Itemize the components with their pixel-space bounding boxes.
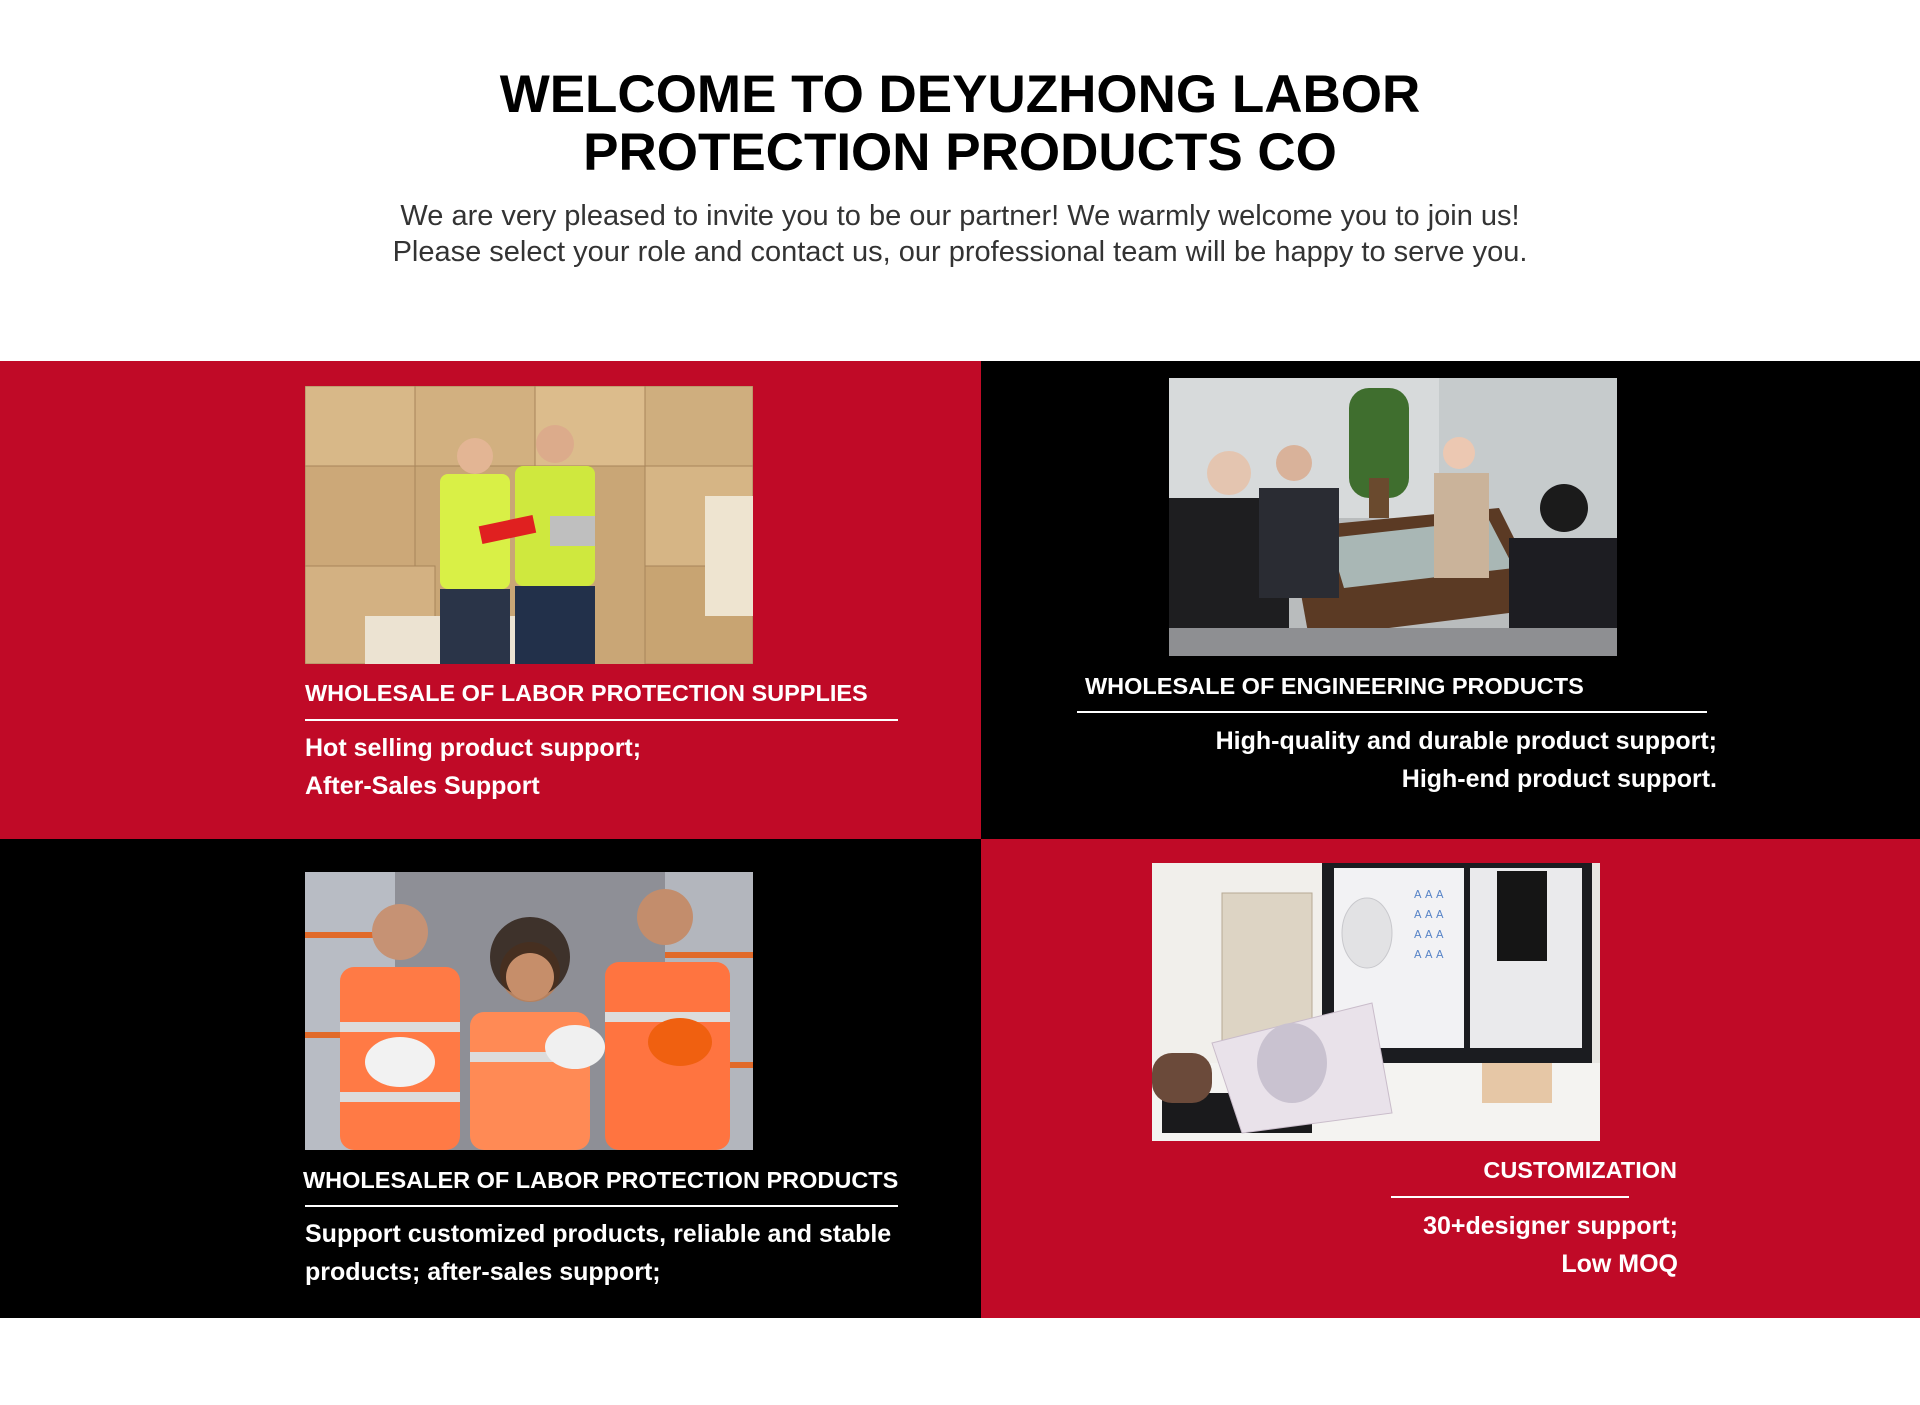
role-card-wholesaler[interactable]: [0, 839, 981, 1318]
role-card-line: Low MOQ: [1561, 1250, 1678, 1278]
role-card-title: CUSTOMIZATION: [1483, 1157, 1677, 1183]
role-card-line: High-end product support.: [1401, 765, 1717, 793]
svg-text:A A A: A A A: [1414, 948, 1444, 961]
title-divider: [1077, 711, 1707, 713]
role-card-title: WHOLESALER OF LABOR PROTECTION PRODUCTS: [303, 1167, 899, 1193]
page-title: [0, 66, 1920, 182]
hero-section: [0, 0, 1920, 361]
svg-text:A A A: A A A: [1414, 888, 1444, 901]
role-card-line: High-quality and durable product support;: [1215, 727, 1717, 755]
title-divider: [305, 1205, 898, 1207]
warehouse-workers-photo: [305, 386, 753, 664]
role-card-line: After-Sales Support: [305, 772, 540, 800]
office-meeting-photo: [1169, 378, 1617, 656]
title-divider: [1391, 1196, 1629, 1198]
svg-text:A A A: A A A: [1414, 908, 1444, 921]
role-card-line: Support customized products, reliable and stable: [305, 1220, 892, 1248]
page-subtitle-line-1: We are very pleased to invite you to be our partner! We warmly welcome you to join us!: [400, 200, 1520, 232]
page-title-line-2: PROTECTION PRODUCTS CO: [583, 123, 1337, 182]
role-card-line: Hot selling product support;: [305, 734, 642, 762]
role-card-title: WHOLESALE OF LABOR PROTECTION SUPPLIES: [305, 680, 868, 706]
role-card-title: WHOLESALE OF ENGINEERING PRODUCTS: [1085, 673, 1584, 699]
page-subtitle: [0, 198, 1920, 270]
safety-jacket-team-photo: [305, 872, 753, 1150]
role-card-description: [1423, 1207, 1678, 1283]
role-card-customization[interactable]: [981, 839, 1920, 1318]
page-subtitle-line-2: Please select your role and contact us, our professional team will be happy to serve you.: [392, 236, 1528, 268]
role-card-line: products; after-sales support;: [305, 1258, 661, 1286]
role-card-line: 30+designer support;: [1423, 1212, 1678, 1240]
glove-design-photo: [1152, 863, 1600, 1141]
role-card-description: [305, 1215, 891, 1291]
role-card-description: [1216, 722, 1717, 798]
svg-text:A A A: A A A: [1414, 928, 1444, 941]
role-grid: [0, 361, 1920, 1318]
title-divider: [305, 719, 898, 721]
role-card-engineering[interactable]: [981, 361, 1920, 839]
page-title-line-1: WELCOME TO DEYUZHONG LABOR: [499, 65, 1421, 124]
role-card-description: [305, 729, 641, 805]
role-card-labor-supplies[interactable]: [0, 361, 981, 839]
